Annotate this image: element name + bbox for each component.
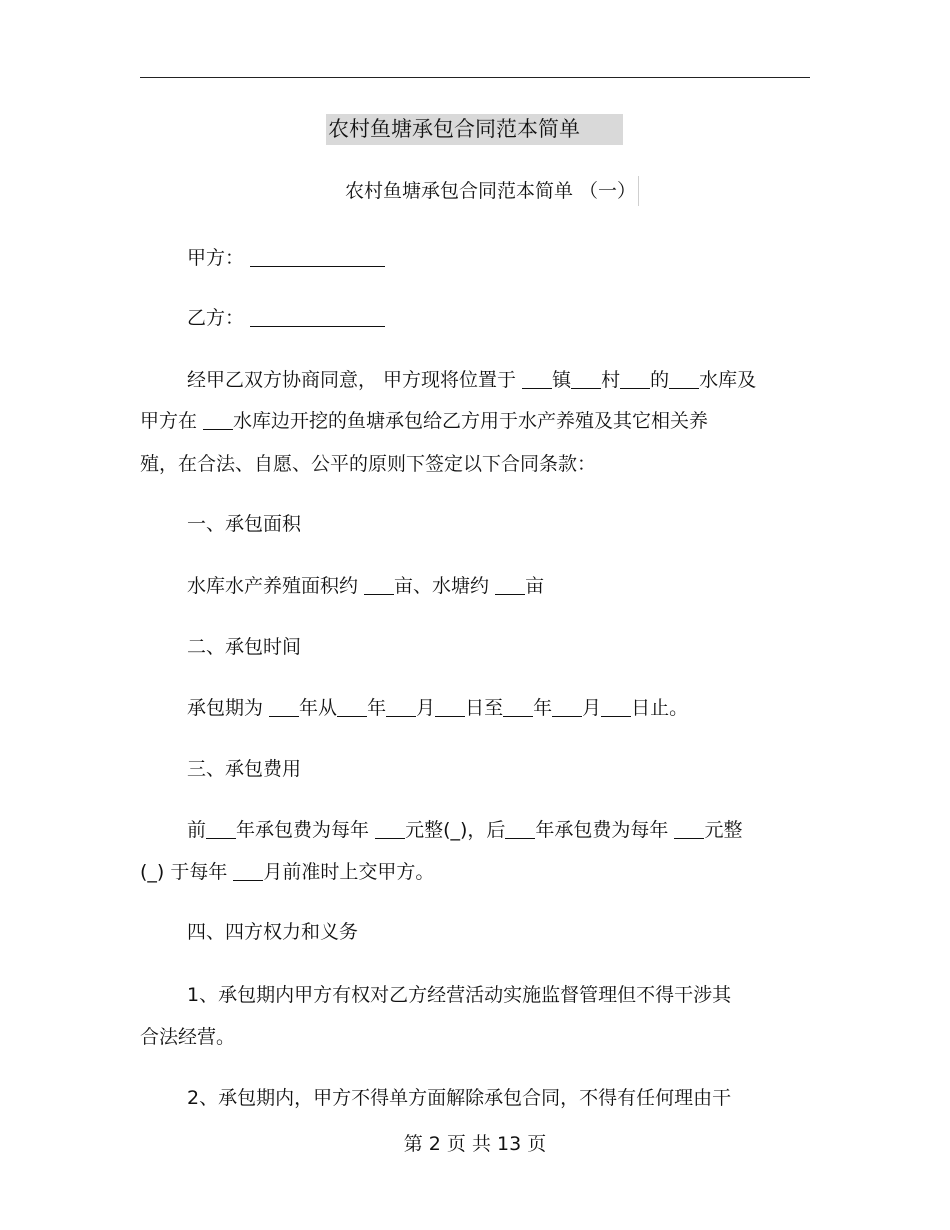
page-footer: 第 2 页 共 13 页 <box>403 1133 547 1155</box>
blank <box>337 696 367 717</box>
section-3-line-2 <box>140 858 434 886</box>
blank <box>552 696 582 717</box>
party-a-label: 甲方： <box>187 247 245 269</box>
party-a-line <box>187 244 385 272</box>
section-text: 前 <box>187 819 207 841</box>
section-text: ，后 <box>467 819 506 841</box>
party-a-blank <box>250 246 385 267</box>
section-text: (_) <box>140 861 165 883</box>
blank <box>495 574 525 595</box>
section-text: 月 <box>416 697 436 719</box>
blank <box>505 818 535 839</box>
blank <box>669 368 699 389</box>
blank <box>233 860 263 881</box>
blank <box>386 696 416 717</box>
section-3-line-1 <box>187 816 742 844</box>
section-text: (_) <box>443 819 468 841</box>
section-1-heading: 一、承包面积 <box>187 513 302 535</box>
blank <box>364 574 394 595</box>
section-text: 水库水产养殖面积约 <box>187 575 365 597</box>
item-1-line-1: 1、承包期内甲方有权对乙方经营活动实施监督管理但不得干涉其 <box>187 984 732 1006</box>
header-rule <box>140 77 810 78</box>
section-text: 年承包费为每年 <box>535 819 675 841</box>
section-2-text <box>187 694 688 722</box>
intro-text: 村 <box>601 369 621 391</box>
section-text: 承包期为 <box>187 697 270 719</box>
intro-text: 经甲乙双方协商同意， 甲方现将位置于 <box>187 369 523 391</box>
section-3-heading: 三、承包费用 <box>187 758 302 780</box>
section-text: 年 <box>533 697 553 719</box>
document-subtitle: 农村鱼塘承包合同范本简单 （一） <box>343 176 639 206</box>
blank <box>571 368 601 389</box>
blank <box>522 368 552 389</box>
section-4-heading: 四、四方权力和义务 <box>187 921 359 943</box>
intro-text: 镇 <box>552 369 572 391</box>
blank <box>269 696 299 717</box>
blank <box>503 696 533 717</box>
intro-line-3: 殖，在合法、自愿、公平的原则下签定以下合同条款： <box>140 453 597 475</box>
document-title: 农村鱼塘承包合同范本简单 <box>326 114 623 145</box>
section-text: 年承包费为每年 <box>236 819 376 841</box>
blank <box>620 368 650 389</box>
blank <box>601 696 631 717</box>
blank <box>435 696 465 717</box>
blank <box>206 818 236 839</box>
blank <box>674 818 704 839</box>
section-text: 日止。 <box>631 697 689 719</box>
section-text: 亩、水塘约 <box>394 575 496 597</box>
party-b-line <box>187 304 385 332</box>
intro-text: 水库及 <box>699 369 757 391</box>
intro-text: 的 <box>650 369 670 391</box>
section-text: 日至 <box>465 697 504 719</box>
section-text: 元整 <box>405 819 444 841</box>
item-2-line-1: 2、承包期内，甲方不得单方面解除承包合同，不得有任何理由干 <box>187 1087 732 1109</box>
item-1-line-2: 合法经营。 <box>140 1026 236 1048</box>
intro-line-2 <box>140 407 708 435</box>
intro-line-1 <box>187 366 756 394</box>
section-2-heading: 二、承包时间 <box>187 636 302 658</box>
intro-text: 甲方在 <box>140 410 204 432</box>
section-text: 亩 <box>525 575 545 597</box>
party-b-blank <box>250 306 385 327</box>
blank <box>375 818 405 839</box>
section-text: 月前准时上交甲方。 <box>263 861 435 883</box>
section-text: 年从 <box>299 697 338 719</box>
section-text: 于每年 <box>164 861 234 883</box>
section-text: 月 <box>582 697 602 719</box>
intro-text: 水库边开挖的鱼塘承包给乙方用于水产养殖及其它相关养 <box>233 410 709 432</box>
party-b-label: 乙方： <box>187 307 245 329</box>
section-1-text <box>187 572 544 600</box>
section-text: 年 <box>367 697 387 719</box>
blank <box>203 409 233 430</box>
section-text: 元整 <box>704 819 743 841</box>
